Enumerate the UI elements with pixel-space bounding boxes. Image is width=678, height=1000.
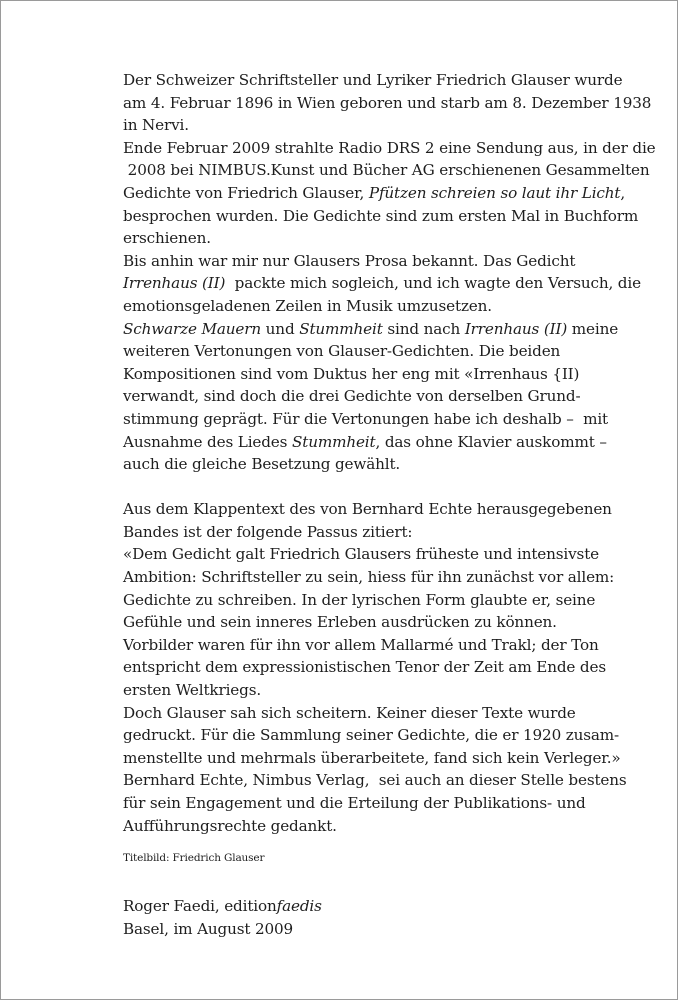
text-line: Aus dem Klappentext des von Bernhard Echte herausgegebenen bbox=[123, 500, 612, 519]
text-line: 2008 bei NIMBUS.Kunst und Bücher AG erschienenen Gesammelten bbox=[123, 161, 650, 180]
poem-title: Irrenhaus (II) bbox=[464, 319, 568, 338]
text-line: Der Schweizer Schriftsteller und Lyriker Friedrich Glauser wurde bbox=[123, 71, 623, 89]
text-segment: Roger Faedi, edition bbox=[123, 897, 277, 916]
text-line: auch die gleiche Besetzung gewählt. bbox=[123, 455, 401, 474]
paragraph-radio-broadcast bbox=[123, 137, 656, 250]
poem-title: Stummheit bbox=[291, 432, 376, 451]
text-line: Bis anhin war mir nur Glausers Prosa bekannt. Das Gedicht bbox=[123, 251, 576, 270]
text-line: menstellte und mehrmals überarbeitete, fand sich kein Verleger.» bbox=[123, 748, 621, 767]
text-line: entspricht dem expressionistischen Tenor der Zeit am Ende des bbox=[123, 658, 606, 677]
poem-title: Irrenhaus (II) bbox=[123, 274, 226, 293]
text-segment: Ausnahme des Liedes bbox=[123, 432, 292, 451]
text-line: erschienen. bbox=[123, 229, 211, 248]
text-line: Bernhard Echte, Nimbus Verlag, sei auch an dieser Stelle bestens bbox=[123, 771, 627, 790]
text-line: Vorbilder waren für ihn vor allem Mallarmé und Trakl; der Ton bbox=[123, 635, 599, 654]
text-line: stimmung geprägt. Für die Vertonungen habe ich deshalb – mit bbox=[123, 409, 608, 428]
text-line: Gedichte zu schreiben. In der lyrischen Form glaubte er, seine bbox=[123, 590, 596, 609]
text-line: weiteren Vertonungen von Glauser-Gedichten. Die beiden bbox=[123, 342, 561, 361]
text-line: besprochen wurden. Die Gedichte sind zum ersten Mal in Buchform bbox=[123, 206, 639, 225]
text-line: emotionsgeladenen Zeilen in Musik umzusetzen. bbox=[123, 296, 492, 315]
signature-place-date: Basel, im August 2009 bbox=[123, 919, 294, 938]
paragraph-biography bbox=[123, 69, 652, 137]
text-line: verwandt, sind doch die drei Gedichte von derselben Grund- bbox=[123, 387, 581, 406]
cover-image-caption: Titelbild: Friedrich Glauser bbox=[123, 852, 265, 865]
signature-name bbox=[123, 895, 623, 918]
text-line: Gefühle und sein inneres Erleben ausdrücken zu können. bbox=[123, 613, 557, 632]
paragraph-gap bbox=[123, 476, 623, 499]
text-line: Bandes ist der folgende Passus zitiert: bbox=[123, 522, 413, 541]
paragraph-quote bbox=[123, 498, 627, 837]
poem-title: Schwarze Mauern bbox=[123, 319, 261, 338]
text-segment: , bbox=[620, 183, 626, 202]
text-segment: und bbox=[261, 319, 300, 338]
book-title: Pfützen schreien so laut ihr Licht bbox=[368, 183, 621, 202]
poem-title: Stummheit bbox=[299, 319, 383, 338]
signature-block bbox=[123, 895, 623, 940]
text-line: in Nervi. bbox=[123, 116, 189, 135]
text-segment: packte mich sogleich, und ich wagte den Versuch, die bbox=[225, 274, 641, 293]
text-line bbox=[123, 182, 626, 205]
text-line bbox=[123, 318, 623, 341]
text-line: Kompositionen sind vom Duktus her eng mit «Irrenhaus {II) bbox=[123, 364, 580, 383]
paragraph-first-setting bbox=[123, 250, 641, 318]
text-line: Aufführungsrechte gedankt. bbox=[123, 816, 337, 835]
paragraph-further-settings bbox=[123, 318, 623, 476]
text-line: «Dem Gedicht galt Friedrich Glausers früheste und intensivste bbox=[123, 545, 599, 564]
text-segment: , das ohne Klavier auskommt – bbox=[375, 432, 607, 451]
text-line: für sein Engagement und die Erteilung der Publikations- und bbox=[123, 794, 586, 812]
text-line: Doch Glauser sah sich scheitern. Keiner dieser Texte wurde bbox=[123, 703, 576, 722]
text-line: gedruckt. Für die Sammlung seiner Gedichte, die er 1920 zusam- bbox=[123, 726, 620, 745]
text-segment: meine bbox=[567, 319, 619, 338]
text-line: am 4. Februar 1896 in Wien geboren und starb am 8. Dezember 1938 bbox=[123, 93, 652, 112]
text-segment: Gedichte von Friedrich Glauser, bbox=[123, 183, 369, 202]
text-line bbox=[123, 431, 623, 454]
edition-name: faedis bbox=[276, 897, 322, 916]
document-body bbox=[123, 69, 656, 940]
text-line: ersten Weltkriegs. bbox=[123, 681, 262, 700]
text-line: Ambition: Schriftsteller zu sein, hiess für ihn zunächst vor allem: bbox=[123, 568, 615, 587]
text-line: Ende Februar 2009 strahlte Radio DRS 2 eine Sendung aus, in der die bbox=[123, 138, 656, 157]
text-segment: sind nach bbox=[382, 319, 465, 338]
text-line bbox=[123, 272, 641, 295]
